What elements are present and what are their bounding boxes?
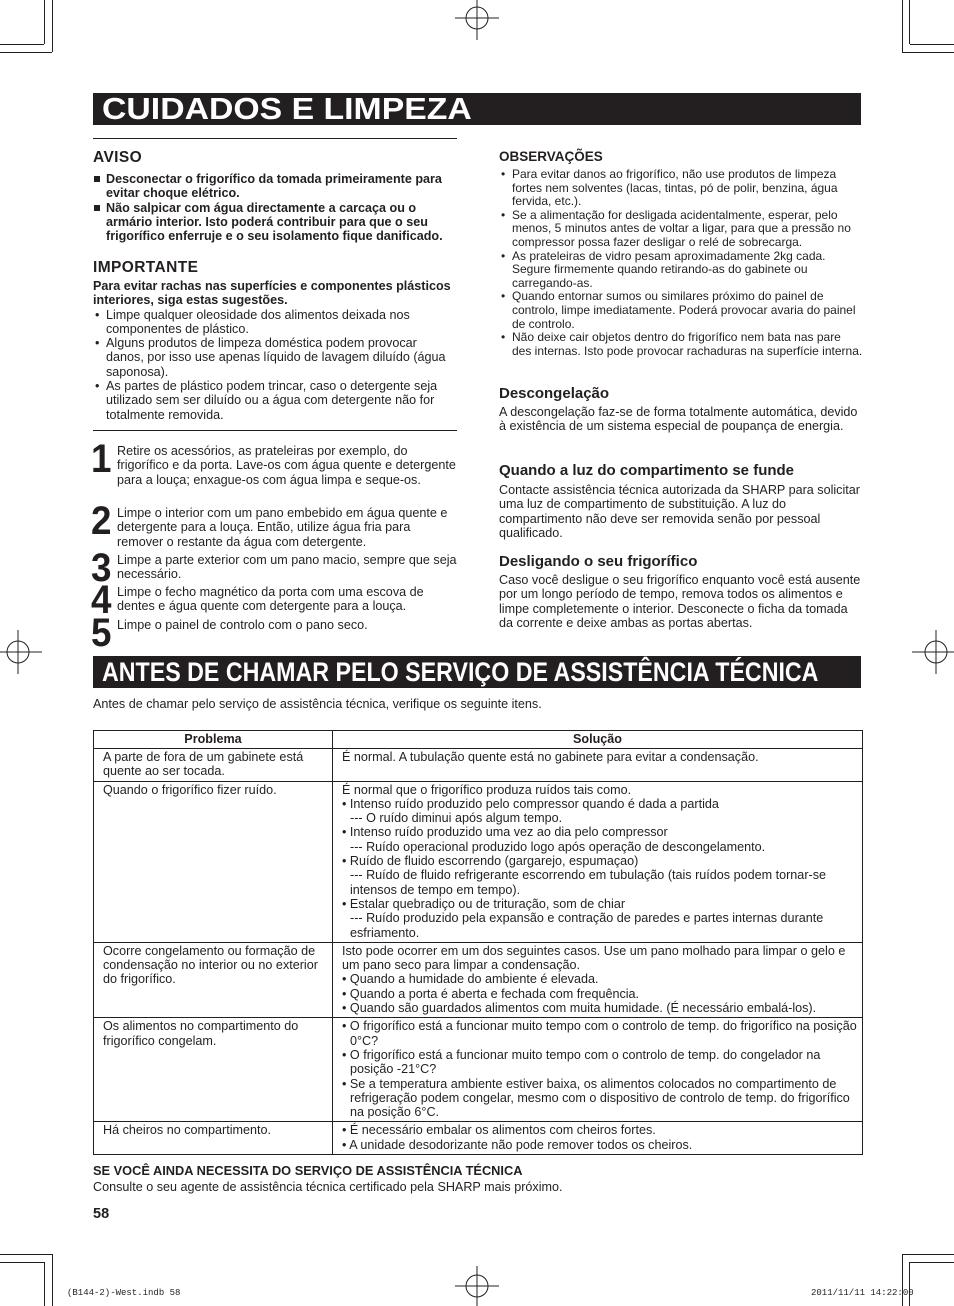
solucao-line: --- Ruído operacional produzido logo após operação de descongelamento. [350,839,766,854]
crop-mark [0,44,44,45]
table-row [94,942,863,1017]
step-number: 5 [91,611,112,655]
crop-mark [0,1254,52,1255]
crop-mark [0,1262,44,1263]
importante-heading: IMPORTANTE [93,259,199,276]
solucao-line: • É necessário embalar os alimentos com cheiros fortes. [342,1123,656,1138]
step-text: Limpe o interior com um pano embebido em água quente e detergente para a louça. Então, utilize água fria para remover o restante da água com detergente. [117,506,448,549]
crop-mark [902,52,954,53]
problema-cell: A parte de fora de um gabinete está quente ao ser tocada. [94,749,333,782]
crop-mark [52,0,53,52]
solucao-cell [333,1018,863,1122]
descongelacao-text: A descongelação faz-se de forma totalmente automática, devido à existência de um sistema especial de poupança de energia. [499,405,858,434]
table-row [94,1018,863,1122]
luz-heading: Quando a luz do compartimento se funde [499,462,795,479]
observacao-item: • Para evitar danos ao frigorífico, não use produtos de limpeza fortes nem solventes (lacas, tintas, pó de polir, benzina, água fervida, etc.). [499,168,863,209]
table-row [94,749,863,782]
observacoes-list [499,168,863,358]
solucao-cell [333,942,863,1017]
crop-mark [910,44,954,45]
solucao-line: • O frigorífico está a funcionar muito tempo com o controlo de temp. do congelador na posição -21°C? [342,1047,821,1077]
solucao-line: --- O ruído diminui após algum tempo. [350,811,563,826]
importante-item: • Limpe qualquer oleosidade dos alimentos deixada nos componentes de plástico. [93,308,457,337]
step-number: 1 [91,437,112,481]
observacao-item: • Se a alimentação for desligada acidentalmente, esperar, pelo menos, 5 minutos antes de voltar a ligar, para que a pressão no compressor possa fazer desligar o relé de sobrecarga. [499,209,863,250]
solucao-line: • Intenso ruído produzido uma vez ao dia pelo compressor [342,825,668,840]
column-header-solucao: Solução [333,731,863,749]
service-intro: Antes de chamar pelo serviço de assistência técnica, verifique os seguinte itens. [93,697,542,711]
observacao-item: • As prateleiras de vidro pesam aproximadamente 2kg cada. Segure firmemente quando retirando-as do gabinete ou carregando-as. [499,250,863,291]
table-row [94,1122,863,1155]
section-title-text: ANTES DE CHAMAR PELO SERVIÇO DE ASSISTÊNCIA TÉCNICA [102,657,819,687]
solucao-line: Isto pode ocorrer em um dos seguintes casos. Use um pano molhado para limpar o gelo e um pano seco para limpar a condensação. [342,943,846,973]
step-number: 4 [91,578,112,622]
importante-item: • Alguns produtos de limpeza doméstica podem provocar danos, por isso use apenas líquido de lavagem diluído (água saponosa). [93,336,457,379]
table-header-row [94,731,863,749]
crop-mark [44,0,45,44]
solucao-cell [333,749,863,782]
solucao-line: • Intenso ruído produzido pelo compressor quando é dada a partida [342,796,719,811]
crop-mark [902,1254,903,1306]
crop-mark [902,0,903,52]
solucao-line: É normal. A tubulação quente está no gabinete para evitar a condensação. [342,750,759,764]
desligando-text: Caso você desligue o seu frigorífico enquanto você está ausente por um longo período de tempo, remova todos os alimentos e limpe completemente o interior. Desconecte o ficha da tomada da corrente e deixe ambas as portas abertas. [499,573,861,630]
step-text: Limpe a parte exterior com um pano macio, sempre que seja necessário. [117,553,457,582]
solucao-line: --- Ruído produzido pela expansão e contração de paredes e partes internas durante esfriamento. [350,911,824,940]
cleaning-step [91,578,457,622]
crop-mark [44,1262,45,1306]
step-number: 3 [91,546,112,590]
column-header-problema: Problema [94,731,333,749]
cleaning-step [91,437,457,487]
still-service-text: Consulte o seu agente de assistência técnica certificado pela SHARP mais próximo. [93,1180,563,1194]
cleaning-step [91,499,457,549]
solucao-line: • Se a temperatura ambiente estiver baixa, os alimentos colocados no compartimento de refrigeração podem congelar, mesmo com o dispositivo de controlo de temp. do frigorífico na posição 6°C. [342,1076,850,1120]
solucao-line: • Quando a porta é aberta e fechada com frequência. [342,986,640,1001]
section-title-cuidados [93,93,861,125]
problema-cell: Quando o frigorífico fizer ruído. [94,781,333,942]
divider [93,430,457,431]
desligando-heading: Desligando o seu frigorífico [499,553,698,570]
step-text: Retire os acessórios, as prateleiras por exemplo, do frigorífico e da porta. Lave-os com água quente e detergente para a louça; enxague-os com água limpa e seque-os. [117,444,456,487]
section-title-assistencia [93,656,861,688]
observacao-item: • Quando entornar sumos ou similares próximo do painel de controlo, limpe imediatamente. Poderá provocar avaria do painel de controlo. [499,290,863,331]
solucao-line: • Estalar quebradiço ou de trituração, som de chiar [342,896,626,911]
troubleshooting-table [93,730,863,1155]
crop-mark [902,1254,954,1255]
solucao-line: • A unidade desodorizante não pode remover todos os cheiros. [342,1137,693,1152]
solucao-line: --- Ruído de fluido refrigerante escorrendo em tubulação (tais ruídos podem tornar-se intensos de tempo em tempo). [350,868,827,897]
page-number: 58 [93,1206,110,1222]
registration-mark-icon [904,630,954,680]
observacao-item: • Não deixe cair objetos dentro do frigorífico nem bata nas pare des internas. Isto pode provocar rachaduras na superfície interna. [499,331,863,358]
importante-intro: Para evitar rachas nas superfícies e componentes plásticos interiores, siga estas sugestões. [93,279,451,308]
importante-item: • As partes de plástico podem trincar, caso o detergente seja utilizado sem ser diluído ou a água com detergente não for totalmente removida. [93,379,457,422]
footer-timestamp: 2011/11/11 14:22:00 [811,1288,914,1298]
table-row [94,781,863,942]
footer-file-info: (B144-2)-West.indb 58 [67,1288,181,1298]
still-service-heading: SE VOCÊ AINDA NECESSITA DO SERVIÇO DE ASSISTÊNCIA TÉCNICA [93,1163,523,1178]
crop-mark [0,52,52,53]
step-text: Limpe o fecho magnético da porta com uma escova de dentes e água quente com detergente para a louça. [117,585,424,614]
descongelacao-heading: Descongelação [499,385,610,402]
step-text: Limpe o painel de controlo com o pano seco. [117,618,368,632]
registration-mark-icon [0,630,50,680]
solucao-line: • Quando são guardados alimentos com muita humidade. (É necessário embalá-los). [342,1001,817,1016]
observacoes-heading: OBSERVAÇÕES [499,149,603,164]
crop-mark [909,0,910,44]
solucao-line: É normal que o frigorífico produza ruídos tais como. [342,782,632,797]
luz-text: Contacte assistência técnica autorizada da SHARP para solicitar uma luz de compartimento de substituição. A luz do compartimento não deve ser removida senão por pessoal qualificado. [499,483,860,540]
divider [93,138,457,139]
problema-cell: Os alimentos no compartimento do frigorífico congelam. [94,1018,333,1122]
registration-mark-icon [452,0,502,50]
solucao-cell [333,781,863,942]
solucao-cell [333,1122,863,1155]
solucao-line: • O frigorífico está a funcionar muito tempo com o controlo de temp. do frigorífico na posição 0°C? [342,1019,857,1048]
problema-cell: Ocorre congelamento ou formação de condensação no interior ou no exterior do frigorífico. [94,942,333,1017]
solucao-line: • Quando a humidade do ambiente é elevada. [342,972,599,987]
section-title-text: CUIDADOS E LIMPEZA [102,93,472,125]
crop-mark [910,1262,954,1263]
step-number: 2 [91,499,112,543]
importante-block [93,279,457,422]
problema-cell: Há cheiros no compartimento. [94,1122,333,1155]
aviso-heading: AVISO [93,149,143,166]
solucao-line: • Ruído de fluido escorrendo (gargarejo, espumaçao) [342,854,639,869]
aviso-list [93,172,457,243]
cleaning-step [91,611,457,655]
crop-mark [909,1262,910,1306]
aviso-item: Não salpicar com água directamente a carcaça ou o armário interior. Isto poderá contribuir para que o seu frigorífico enferruje e o seu isolamento fique danificado. [93,201,457,244]
crop-mark [52,1254,53,1306]
cleaning-step [91,546,457,590]
registration-mark-icon [452,1256,502,1306]
aviso-item: Desconectar o frigorífico da tomada primeiramente para evitar choque elétrico. [93,172,457,201]
